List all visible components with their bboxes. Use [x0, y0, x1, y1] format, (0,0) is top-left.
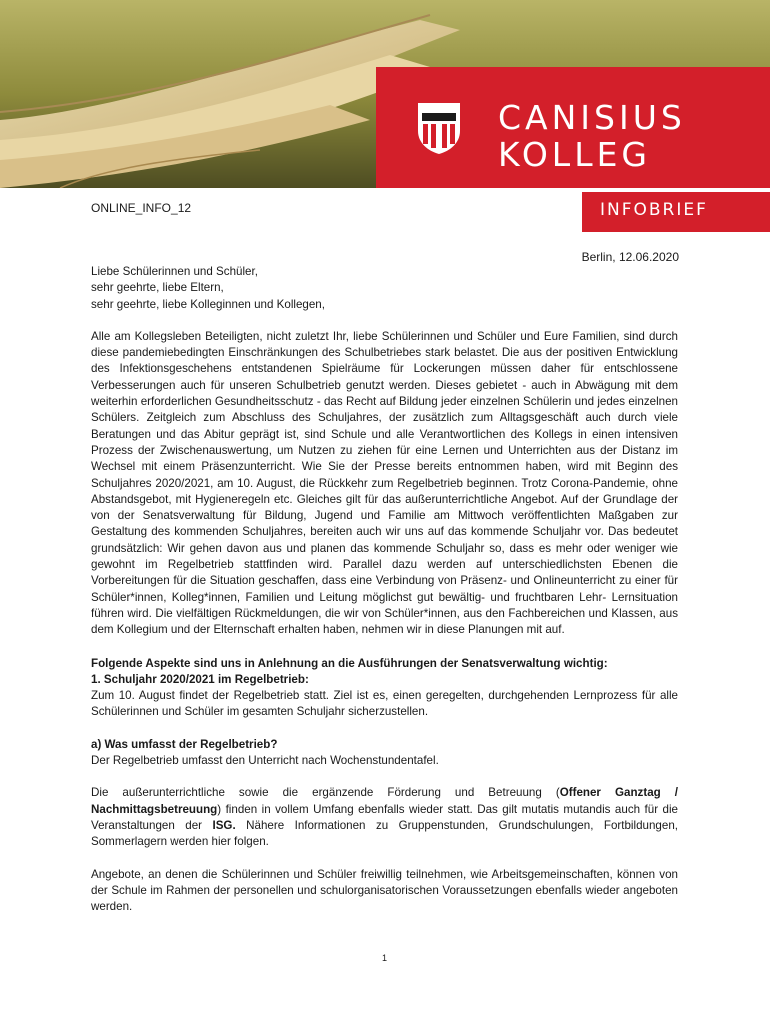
salutation-line: sehr geehrte, liebe Kolleginnen und Kollegen, — [91, 297, 325, 311]
aspects-heading: Folgende Aspekte sind uns in Anlehnung an die Ausführungen der Senatsverwaltung wichtig: — [91, 656, 608, 670]
section1-heading: 1. Schuljahr 2020/2021 im Regelbetrieb: — [91, 672, 309, 686]
angebote-paragraph: Angebote, an denen die Schülerinnen und Schüler freiwillig teilnehmen, wie Arbeitsgemeinschaften, können von der Schule im Rahmen der personellen und schulorganisatorischen Voraussetzungen ebenfalls wieder angeboten werden. — [91, 867, 678, 914]
infobrief-label: INFOBRIEF — [600, 200, 708, 220]
document-id: ONLINE_INFO_12 — [91, 201, 192, 215]
salutation-line: sehr geehrte, liebe Eltern, — [91, 281, 224, 295]
salutation-line: Liebe Schülerinnen und Schüler, — [91, 265, 258, 278]
school-name-line1: CANISIUS — [498, 98, 686, 137]
school-crest-icon — [414, 99, 464, 155]
letter-date: Berlin, 12.06.2020 — [581, 250, 679, 264]
page-number: 1 — [382, 953, 388, 963]
ganztag-paragraph: Die außerunterrichtliche sowie die ergänzende Förderung und Betreuung (Offener Ganztag / Nachmittagsbetreuung) finden in vollem Umfang ebenfalls wieder statt. Das gilt mutatis mutandis auch für die Veranstaltungen der ISG. Nähere Informationen zu Gruppenstunden, Grundschulungen, Fortbildungen, Sommerlagern werden hier folgen. — [91, 786, 678, 849]
subsection-a-paragraph: Der Regelbetrieb umfasst den Unterricht nach Wochenstundentafel. — [91, 754, 439, 768]
school-name-line2: KOLLEG — [498, 135, 652, 174]
intro-paragraph: Alle am Kollegsleben Beteiligten, nicht zuletzt Ihr, liebe Schülerinnen und Schüler und Eure Familien, sind durch diese pandemiebedingten Einschränkungen des Schulbetriebes stark belastet. Die aus der positiven Entwicklung des Infektionsgeschehens entstandenen Spielräume für Lockerungen müssen daher für entschlossene Verbesserungen auch für unseren Schulbetrieb genutzt werden. Dieses gebietet - auch in Abwägung mit dem weiterhin erforderlichen Gesundheitsschutz - das Recht auf Bildung jeder einzelnen Schülerin und jedes einzelnen Schülers. Zeitgleich zum Abschluss des Schuljahres, der zusätzlich zum Alltagsgeschäft auch durch viele Beratungen und das Abitur geprägt ist, sind Schule und alle Verantwortlichen des Kollegs in einen intensiven Prozess der Zwischenauswertung, um Nutzen zu ziehen für eine Lernen und Unterrichten aus der Distanz im Wechsel mit einem Präsenzunterricht. Wie Sie der Presse bereits entnommen haben, wird mit Beginn des Schuljahres 2020/2021, am 10. August, die Rückkehr zum Regelbetrieb beginnen. Trotz Corona-Pandemie, ohne Abstandsgebot, mit Hygieneregeln etc. Gleiches gilt für das außerunterrichtliche Angebot. Auf der Grundlage der von der Senatsverwaltung für Bildung, Jugend und Familie am Mittwoch veröffentlichten Maßgaben zur Gestaltung des kommenden Schuljahres, bereiten auch wir uns auf das kommende Schuljahr vor. Das bedeutet grundsätzlich: Wir gehen davon aus und planen das kommende Schuljahr so, dass es mehr oder weniger wie gewohnt im Regelbetrieb stattfinden wird. Parallel dazu werden auf unterschiedlichsten Ebenen die Vorbereitungen für die Situation geschaffen, dass eine Verbindung von Präsenz- und Onlineunterricht zu einer für Schüler*innen, Kolleg*innen, Familien und Leitung möglichst gut bewältig- und fruchtbaren Lehr- Lernsituation führen wird. Die vielfältigen Rückmeldungen, die wir von Schüler*innen, aus den Fachbereichen und Klassen, aus dem Kollegium und der Elternschaft erhalten haben, nehmen wir in diese Planungen mit auf. — [91, 329, 678, 637]
section1-paragraph: Zum 10. August findet der Regelbetrieb statt. Ziel ist es, einen geregelten, durchgehenden Lernprozess für alle Schülerinnen und Schüler im gesamten Schuljahr sicherzustellen. — [91, 689, 678, 719]
letter-body — [91, 264, 678, 915]
subsection-a-heading: a) Was umfasst der Regelbetrieb? — [91, 737, 278, 751]
